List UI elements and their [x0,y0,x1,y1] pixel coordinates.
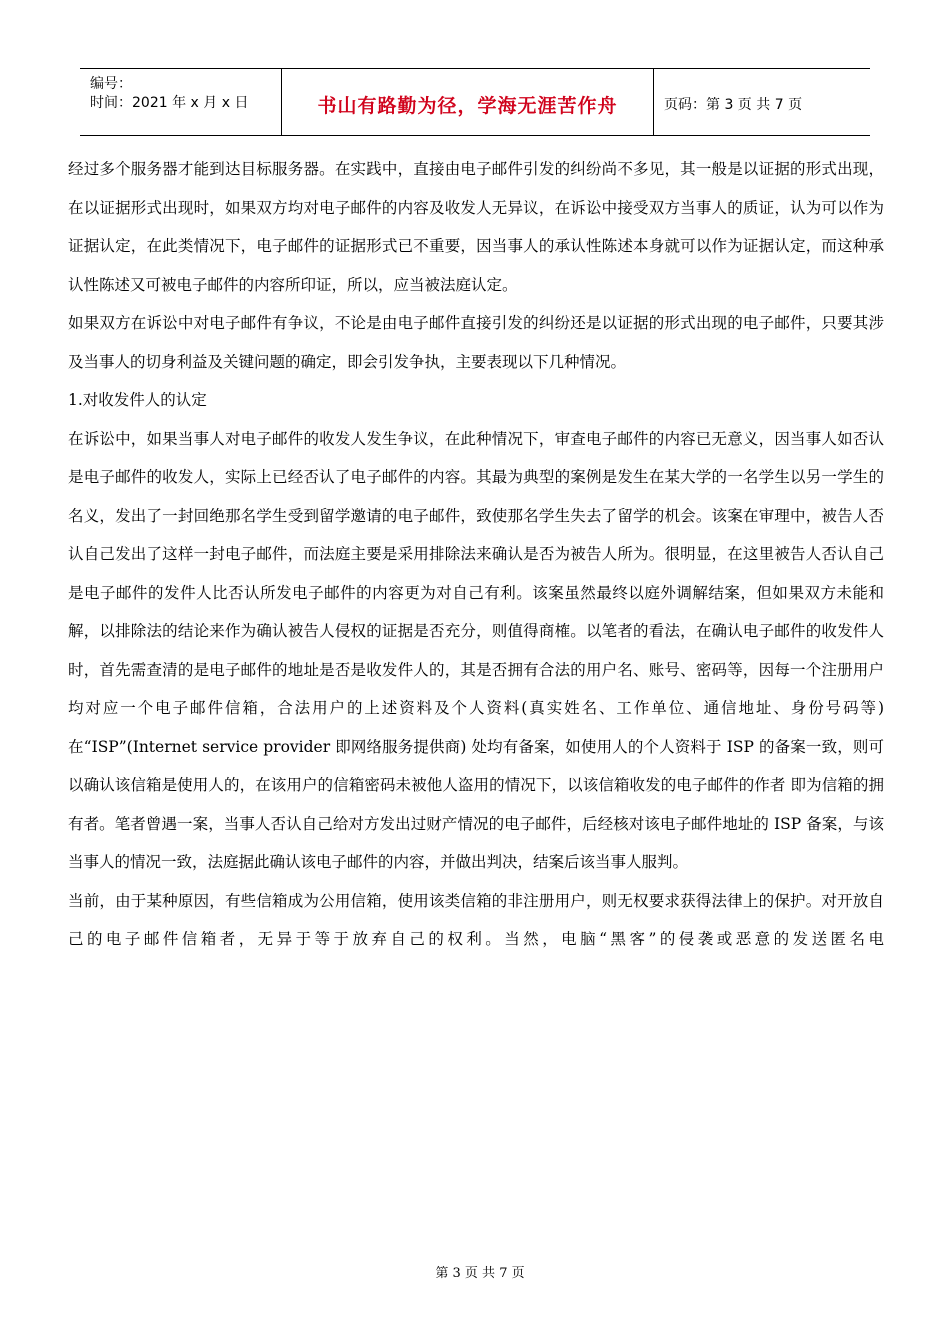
header-motto: 书山有路勤为径，学海无涯苦作舟 [282,69,654,135]
header-page-label: 页码：第 3 页 共 7 页 [664,97,803,113]
paragraph: 当前，由于某种原因，有些信箱成为公用信箱，使用该类信箱的非注册用户，则无权要求获得法律上的保护。对开放自己的电子邮件信箱者，无异于等于放弃自己的权利。当然，电脑“黑客”的侵袭或恶意的发送匿名电 [68,891,884,948]
number-label: 编号： [90,76,132,92]
section-heading: 1.对收发件人的认定 [68,391,207,409]
header-meta [80,69,282,135]
document-body [68,150,884,959]
page-header [80,68,870,136]
paragraph: 在诉讼中，如果当事人对电子邮件的收发人发生争议，在此种情况下，审查电子邮件的内容已无意义，因当事人如否认是电子邮件的收发人，实际上已经否认了电子邮件的内容。其最为典型的案例是发生在某大学的一名学生以另一学生的名义，发出了一封回绝那名学生受到留学邀请的电子邮件，致使那名学生失去了留学的机会。该案在审理中，被告人否认自己发出了这样一封电子邮件，而法庭主要是采用排除法来确认是否为被告人所为。很明显，在这里被告人否认自己是电子邮件的发件人比否认所发电子邮件的内容更为对自己有利。该案虽然最终以庭外调解结案，但如果双方未能和解，以排除法的结论来作为确认被告人侵权的证据是否充分，则值得商榷。以笔者的看法，在确认电子邮件的收发件人时，首先需查清的是电子邮件的地址是否是收发件人的，其是否拥有合法的用户名、账号、密码等，因每一个注册用户均对应一个电子邮件信箱，合法用户的上述资料及个人资料(真实姓名、工作单位、通信地址、身份号码等)在“ISP”(Internet service provider 即网络服务提供商) 处均有备案，如使用人的个人资料于 ISP 的备案一致，则可以确认该信箱是使用人的，在该用户的信箱密码未被他人盗用的情况下，以该信箱收发的电子邮件的作者 即为信箱的拥有者。笔者曾遇一案，当事人否认自己给对方发出过财产情况的电子邮件，后经核对该电子邮件地址的 ISP 备案，与该当事人的情况一致，法庭据此确认该电子邮件的内容，并做出判决，结案后该当事人服判。 [68,429,884,871]
paragraph: 如果双方在诉讼中对电子邮件有争议，不论是由电子邮件直接引发的纠纷还是以证据的形式出现的电子邮件，只要其涉及当事人的切身利益及关键问题的确定，即会引发争执，主要表现以下几种情况。 [68,314,884,371]
page-footer: 第 3 页 共 7 页 [435,1266,525,1281]
time-label: 时间：2021 年 x 月 x 日 [90,95,249,111]
paragraph: 经过多个服务器才能到达目标服务器。在实践中，直接由电子邮件引发的纠纷尚不多见，其一般是以证据的形式出现，在以证据形式出现时，如果双方均对电子邮件的内容及收发人无异议，在诉讼中接受双方当事人的质证，认为可以作为证据认定，在此类情况下，电子邮件的证据形式已不重要，因当事人的承认性陈述本身就可以作为证据认定，而这种承认性陈述又可被电子邮件的内容所印证，所以，应当被法庭认定。 [68,160,884,294]
